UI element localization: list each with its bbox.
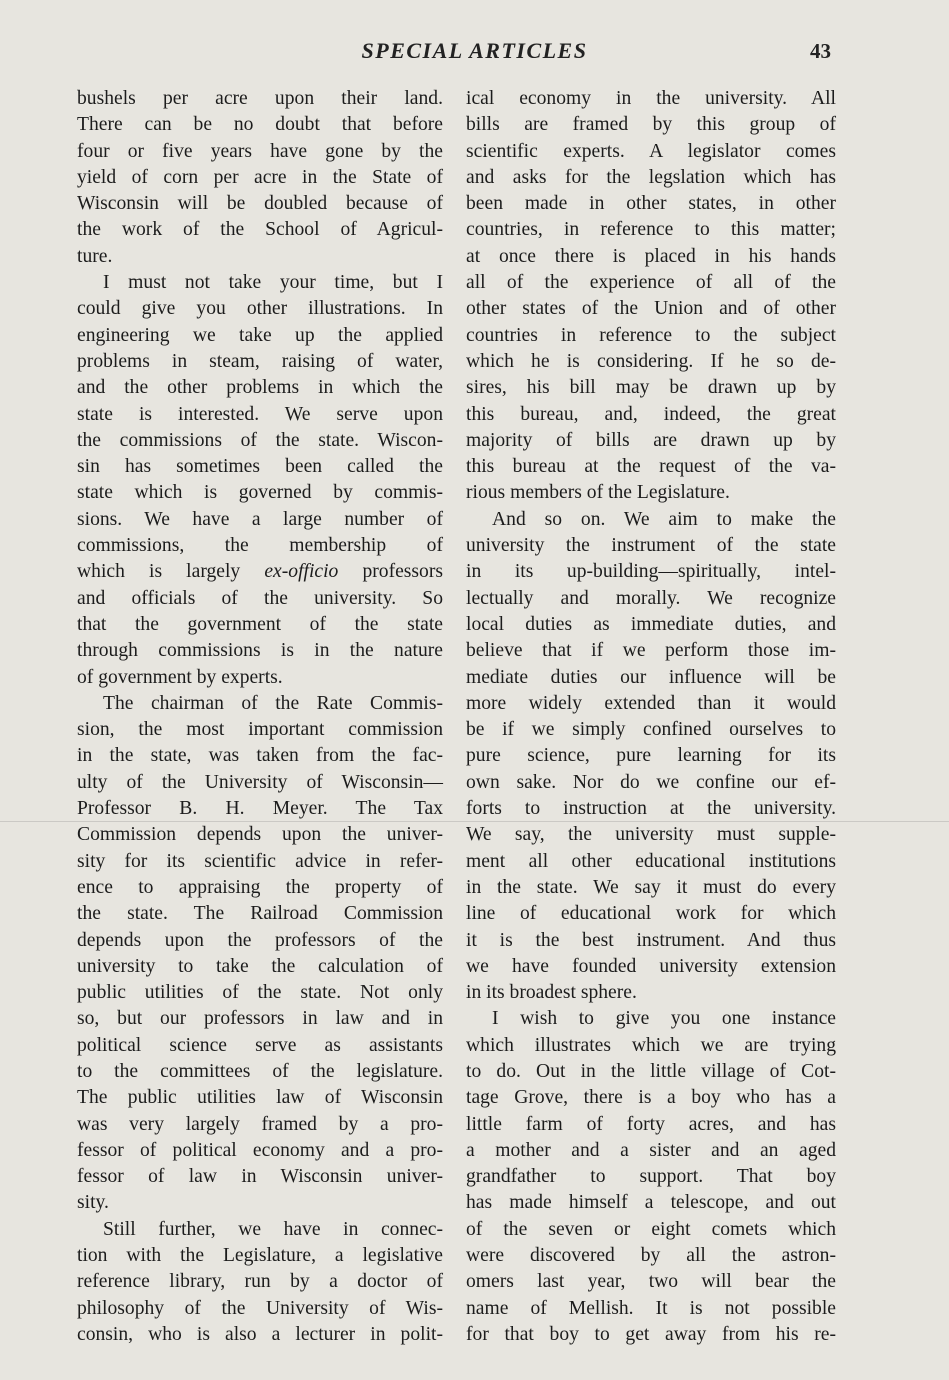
text-line: Still further, we have in connec- [103, 1218, 443, 1240]
text-line: Wisconsin will be doubled because of [77, 193, 443, 215]
text-line: fessor of law in Wisconsin univer- [77, 1166, 443, 1188]
text-line: tage Grove, there is a boy who has a [466, 1087, 836, 1109]
text-line: could give you other illustrations. In [77, 298, 443, 320]
text-line: university to take the calculation of [77, 955, 443, 977]
text-line: reference library, run by a doctor of [77, 1271, 443, 1293]
text-line: in its broadest sphere. [466, 982, 637, 1004]
text-line: which is largely ex-officio professors [77, 561, 443, 583]
text-line: were discovered by all the astron- [466, 1245, 836, 1267]
text-line: ical economy in the university. All [466, 88, 836, 109]
text-line: problems in steam, raising of water, [77, 350, 443, 372]
text-line: I must not take your time, but I [103, 272, 443, 294]
text-line: sires, his bill may be drawn up by [466, 377, 836, 399]
page-crease [0, 821, 949, 822]
text-line: public utilities of the state. Not only [77, 982, 443, 1004]
text-line: Commission depends upon the univer- [77, 824, 443, 846]
text-line: commissions, the membership of [77, 535, 443, 557]
text-line: and asks for the legslation which has [466, 166, 836, 188]
text-line: ture. [77, 245, 113, 267]
page-number: 43 [810, 39, 831, 63]
text-line: countries in reference to the subject [466, 324, 836, 346]
text-line: for that boy to get away from his re- [466, 1323, 836, 1345]
text-line: this bureau, and, indeed, the great [466, 403, 836, 425]
text-line: line of educational work for which [466, 903, 836, 925]
text-line: engineering we take up the applied [77, 324, 443, 346]
text-line: ulty of the University of Wisconsin— [77, 771, 443, 793]
text-line: four or five years have gone by the [77, 140, 443, 162]
text-line: in its up-building—spiritually, intel- [466, 561, 836, 583]
text-line: The public utilities law of Wisconsin [77, 1087, 443, 1109]
text-line: so, but our professors in law and in [77, 1008, 443, 1030]
text-line: tion with the Legislature, a legislative [77, 1245, 443, 1267]
text-line: in the state. We say it must do every [466, 876, 836, 898]
text-line: sity. [77, 1192, 109, 1214]
text-line: consin, who is also a lecturer in polit- [77, 1323, 443, 1345]
text-line: There can be no doubt that before [77, 114, 443, 136]
text-line: believe that if we perform those im- [466, 640, 836, 662]
text-line: the work of the School of Agricul- [77, 219, 443, 241]
text-line: sin has sometimes been called the [77, 456, 443, 478]
text-line: more widely extended than it would [466, 692, 836, 714]
text-line: which illustrates which we are trying [466, 1034, 836, 1056]
text-line: The chairman of the Rate Commis- [103, 692, 443, 714]
text-line: be if we simply confined ourselves to [466, 719, 836, 741]
italic-term: ex-officio [264, 561, 339, 583]
text-line: local duties as immediate duties, and [466, 613, 836, 635]
right-column [466, 86, 836, 1348]
text-line: has made himself a telescope, and out [466, 1192, 836, 1214]
text-line: was very largely framed by a pro- [77, 1113, 443, 1135]
text-line: own sake. Nor do we confine our ef- [466, 771, 836, 793]
text-line: in the state, was taken from the fac- [77, 745, 443, 767]
text-line: to the committees of the legislature. [77, 1060, 443, 1082]
text-line: and the other problems in which the [77, 377, 443, 399]
text-line: and officials of the university. So [77, 587, 443, 609]
text-line: ence to appraising the property of [77, 876, 443, 898]
text-line: a mother and a sister and an aged [466, 1139, 836, 1161]
text-line: majority of bills are drawn up by [466, 429, 836, 451]
running-head [0, 34, 949, 70]
text-line: scientific experts. A legislator comes [466, 140, 836, 162]
text-line: state is interested. We serve upon [77, 403, 443, 425]
text-line: sion, the most important commission [77, 719, 443, 741]
text-line: pure science, pure learning for its [466, 745, 836, 767]
text-line: little farm of forty acres, and has [466, 1113, 836, 1135]
text-line: bushels per acre upon their land. [77, 88, 443, 109]
text-line: political science serve as assistants [77, 1034, 443, 1056]
text-line: fessor of political economy and a pro- [77, 1139, 443, 1161]
text-line: all of the experience of all of the [466, 272, 836, 294]
text-line: we have founded university extension [466, 955, 836, 977]
text-line: through commissions is in the nature [77, 640, 443, 662]
text-line: been made in other states, in other [466, 193, 836, 215]
text-line: depends upon the professors of the [77, 929, 443, 951]
text-line: state which is governed by commis- [77, 482, 443, 504]
text-line: it is the best instrument. And thus [466, 929, 836, 951]
text-line: this bureau at the request of the va- [466, 456, 836, 478]
text-line: And so on. We aim to make the [492, 508, 836, 530]
text-line: other states of the Union and of other [466, 298, 836, 320]
text-line: that the government of the state [77, 613, 443, 635]
text-line: I wish to give you one instance [492, 1008, 836, 1030]
text-line: grandfather to support. That boy [466, 1166, 836, 1188]
text-line: which he is considering. If he so de- [466, 350, 836, 372]
left-column [77, 86, 443, 1348]
text-line: forts to instruction at the university. [466, 798, 836, 820]
text-line: countries, in reference to this matter; [466, 219, 836, 241]
text-line: of the seven or eight comets which [466, 1218, 836, 1240]
text-line: sity for its scientific advice in refer- [77, 850, 443, 872]
text-line: university the instrument of the state [466, 535, 836, 557]
text-line: rious members of the Legislature. [466, 482, 730, 504]
text-line: omers last year, two will bear the [466, 1271, 836, 1293]
text-line: the state. The Railroad Commission [77, 903, 443, 925]
text-line: name of Mellish. It is not possible [466, 1297, 836, 1319]
text-line: to do. Out in the little village of Cot- [466, 1060, 836, 1082]
text-line: the commissions of the state. Wiscon- [77, 429, 443, 451]
text-line: We say, the university must supple- [466, 824, 836, 846]
running-title: SPECIAL ARTICLES [361, 38, 588, 63]
text-line: philosophy of the University of Wis- [77, 1297, 443, 1319]
text-line: lectually and morally. We recognize [466, 587, 836, 609]
text-line: ment all other educational institutions [466, 850, 836, 872]
text-line: bills are framed by this group of [466, 114, 836, 136]
text-line: mediate duties our influence will be [466, 666, 836, 688]
text-line: at once there is placed in his hands [466, 245, 836, 267]
text-line: sions. We have a large number of [77, 508, 443, 530]
text-line: yield of corn per acre in the State of [77, 166, 443, 188]
text-line: Professor B. H. Meyer. The Tax [77, 798, 443, 820]
text-line: of government by experts. [77, 666, 283, 688]
